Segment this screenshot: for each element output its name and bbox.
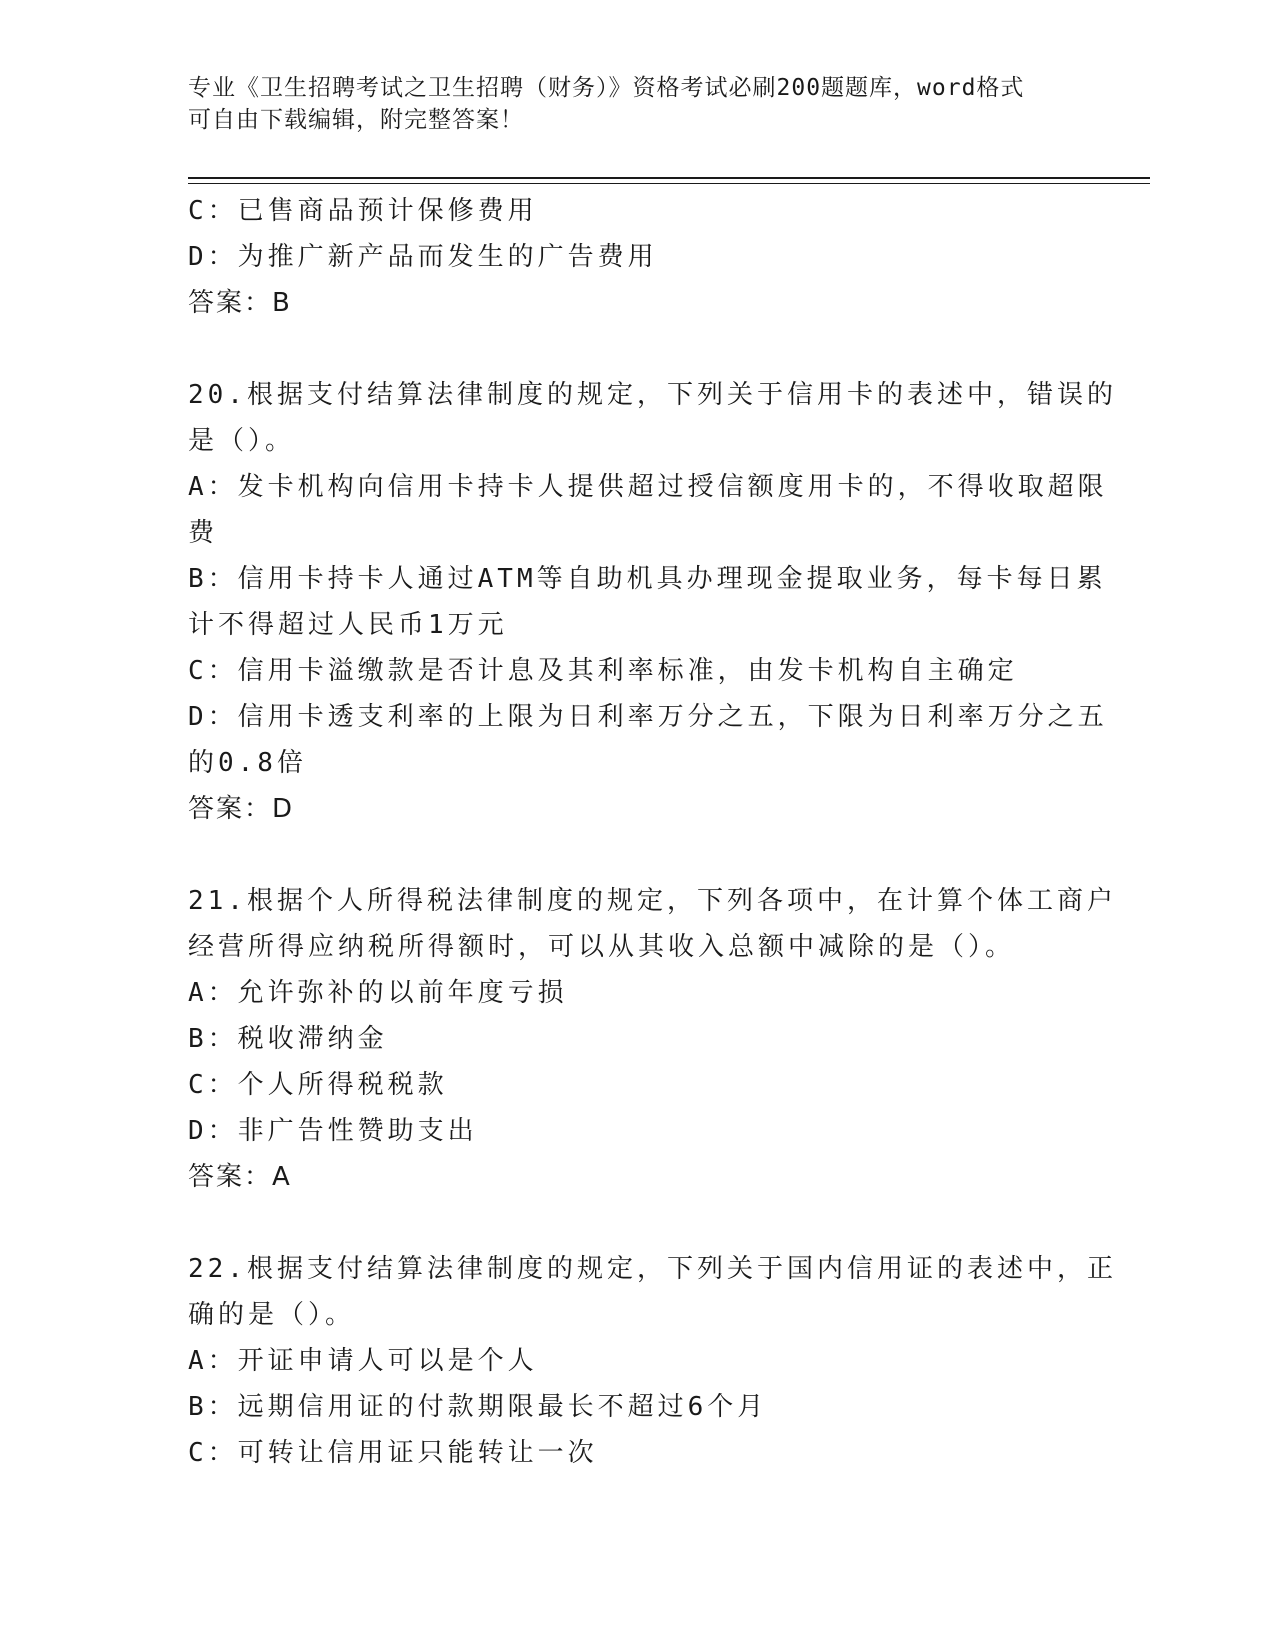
option-d: D：为推广新产品而发生的广告费用 <box>188 242 658 272</box>
header-title-line-2: 可自由下载编辑，附完整答案！ <box>188 107 524 133</box>
option-b: B：税收滞纳金 <box>188 1024 388 1054</box>
spacer <box>188 1200 1088 1246</box>
answer-label: 答案：A <box>188 1162 292 1192</box>
question-21 <box>188 878 1117 1200</box>
option-a-cont: 费 <box>188 518 219 548</box>
question-22 <box>188 1246 1117 1476</box>
spacer <box>188 832 1088 878</box>
option-d-cont: 的0.8倍 <box>188 748 307 778</box>
question-stem: 21.根据个人所得税法律制度的规定，下列各项中，在计算个体工商户 <box>188 886 1117 916</box>
option-a: A：发卡机构向信用卡持卡人提供超过授信额度用卡的，不得收取超限 <box>188 472 1108 502</box>
option-a: A：允许弥补的以前年度亏损 <box>188 978 568 1008</box>
question-stem-cont: 是（）。 <box>188 426 296 456</box>
question-19-tail <box>188 188 1088 326</box>
answer-label: 答案：B <box>188 288 292 318</box>
option-c: C：已售商品预计保修费用 <box>188 196 538 226</box>
option-c: C：可转让信用证只能转让一次 <box>188 1438 598 1468</box>
option-c: C：信用卡溢缴款是否计息及其利率标准，由发卡机构自主确定 <box>188 656 1018 686</box>
question-stem: 22.根据支付结算法律制度的规定，下列关于国内信用证的表述中，正 <box>188 1254 1117 1284</box>
answer-label: 答案：D <box>188 794 295 824</box>
option-b: B：远期信用证的付款期限最长不超过6个月 <box>188 1392 768 1422</box>
header-title-line-1: 专业《卫生招聘考试之卫生招聘（财务）》资格考试必刷200题题库，word格式 <box>188 75 1025 101</box>
option-b: B：信用卡持卡人通过ATM等自助机具办理现金提取业务，每卡每日累 <box>188 564 1107 594</box>
header-rule-thick <box>188 177 1150 179</box>
option-b-cont: 计不得超过人民币1万元 <box>188 610 508 640</box>
spacer <box>188 326 1088 372</box>
question-stem-cont: 经营所得应纳税所得额时，可以从其收入总额中减除的是（）。 <box>188 932 1016 962</box>
question-list <box>188 188 1117 1476</box>
option-d: D：信用卡透支利率的上限为日利率万分之五，下限为日利率万分之五 <box>188 702 1108 732</box>
option-a: A：开证申请人可以是个人 <box>188 1346 538 1376</box>
option-c: C：个人所得税税款 <box>188 1070 448 1100</box>
header-rule-thin <box>188 183 1150 184</box>
option-d: D：非广告性赞助支出 <box>188 1116 478 1146</box>
document-header <box>188 72 1088 136</box>
question-20 <box>188 372 1117 832</box>
question-stem-cont: 确的是（）。 <box>188 1300 356 1330</box>
question-stem: 20.根据支付结算法律制度的规定，下列关于信用卡的表述中，错误的 <box>188 380 1117 410</box>
